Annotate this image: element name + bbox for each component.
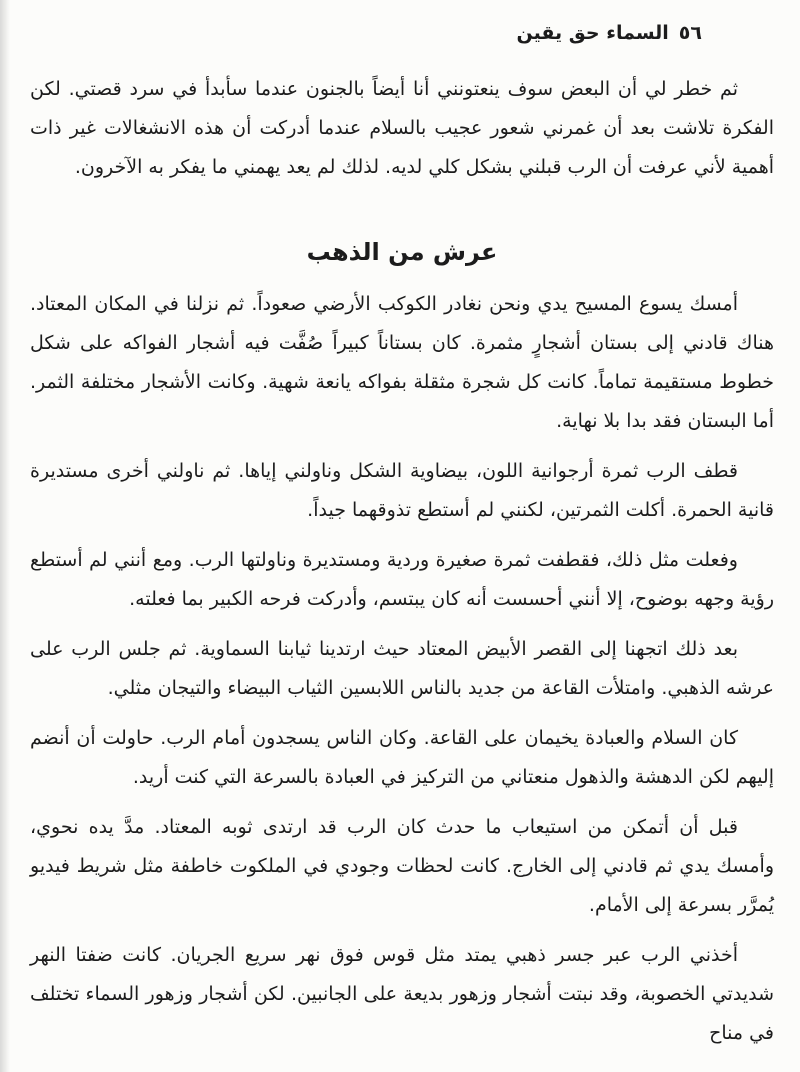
- intro-paragraph: ثم خطر لي أن البعض سوف ينعتونني أنا أيضاً بالجنون عندما سأبدأ في سرد قصتي. لكن الفكرة تلاشت بعد أن غمرني شعور عجيب بالسلام عندما أدركت أن هذه الانشغالات غير ذات أهمية لأني عرفت أن الرب قبلني بشكل كلي لديه. لذلك لم يعد يهمني ما يفكر به الآخرون.: [30, 78, 774, 178]
- page-header: [30, 20, 774, 46]
- body-paragraph: أخذني الرب عبر جسر ذهبي يمتد مثل قوس فوق نهر سريع الجريان. كانت ضفتا النهر شديدتي الخصوبة، وقد نبتت أشجار وزهور بديعة على الجانبين. لكن أشجار وزهور السماء تختلف في مناح: [30, 944, 774, 1044]
- section-heading: عرش من الذهب: [306, 238, 498, 266]
- book-title: السماء حق يقين: [516, 22, 669, 44]
- body-paragraph: قبل أن أتمكن من استيعاب ما حدث كان الرب قد ارتدى ثوبه المعتاد. مدَّ يده نحوي، وأمسك يدي ثم قادني إلى الخارج. كانت لحظات وجودي في الملكوت خاطفة مثل شريط فيديو يُمرَّر بسرعة إلى الأمام.: [30, 816, 774, 916]
- body-paragraph: أمسك يسوع المسيح يدي ونحن نغادر الكوكب الأرضي صعوداً. ثم نزلنا في المكان المعتاد. هناك قادني إلى بستان أشجارٍ مثمرة. كان بستاناً كبيراً صُفَّت فيه أشجار الفواكه على شكل خطوط مستقيمة تماماً. كانت كل شجرة مثقلة بفواكه يانعة شهية. وكانت الأشجار مختلفة الثمر. أما البستان فقد بدا بلا نهاية.: [30, 293, 774, 432]
- body-paragraph: كان السلام والعبادة يخيمان على القاعة. وكان الناس يسجدون أمام الرب. حاولت أن أنضم إليهم لكن الدهشة والذهول منعتاني من التركيز في العبادة بالسرعة التي كنت أريد.: [30, 727, 774, 788]
- body-paragraph: قطف الرب ثمرة أرجوانية اللون، بيضاوية الشكل وناولني إياها. ثم ناولني أخرى مستديرة قانية الحمرة. أكلت الثمرتين، لكنني لم أستطع تذوقهما جيداً.: [30, 460, 774, 521]
- body-paragraph: بعد ذلك اتجهنا إلى القصر الأبيض المعتاد حيث ارتدينا ثيابنا السماوية. ثم جلس الرب على عرشه الذهبي. وامتلأت القاعة من جديد بالناس اللابسين الثياب البيضاء والتيجان مثلي.: [30, 638, 774, 699]
- body-paragraph: وفعلت مثل ذلك، فقطفت ثمرة صغيرة وردية ومستديرة وناولتها الرب. ومع أنني لم أستطع رؤية وجهه بوضوح، إلا أنني أحسست أنه كان يبتسم، وأدركت فرحه الكبير بما فعلته.: [30, 549, 774, 610]
- page-number: ٥٦: [678, 22, 702, 44]
